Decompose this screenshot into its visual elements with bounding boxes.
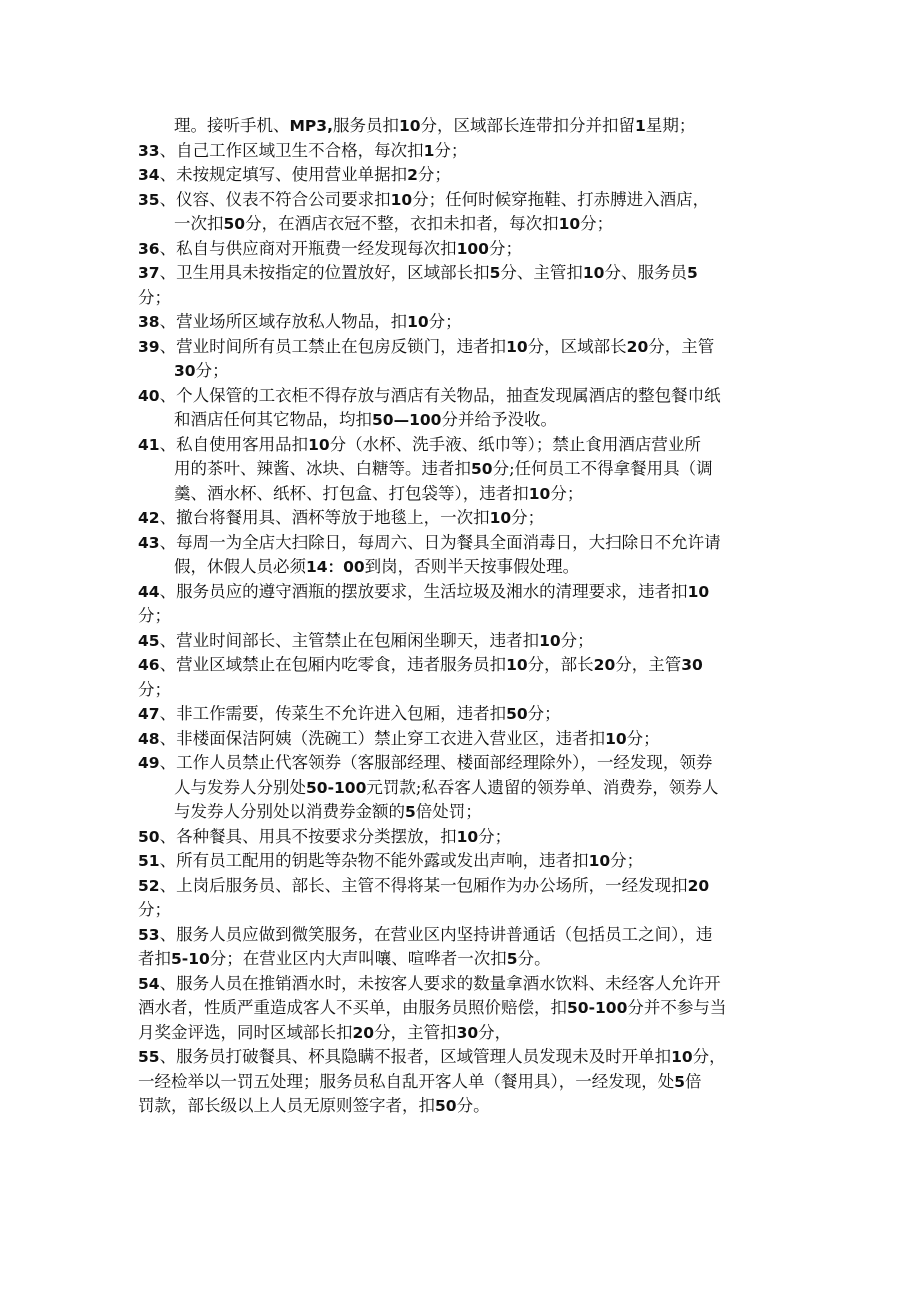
bold-number: 10: [398, 117, 421, 135]
text-run: 、仪容、仪表不符合公司要求扣: [159, 189, 391, 209]
text-run: 分；: [138, 900, 171, 919]
bold-number: 10: [558, 215, 581, 233]
bold-number: MP3,: [289, 117, 333, 135]
bold-number: 43: [138, 533, 160, 552]
bold-number: 35: [138, 190, 160, 209]
text-run: 分。: [517, 949, 551, 968]
text-run: 分；: [527, 704, 561, 723]
text-line: [138, 139, 788, 164]
text-line: [138, 1045, 788, 1070]
text-line: [138, 947, 788, 972]
text-run: 分；: [195, 361, 229, 380]
text-run: 、各种餐具、用具不按要求分类摆放，扣: [159, 826, 457, 846]
bold-number: 10: [390, 190, 413, 209]
text-run: 分并给予没收。: [441, 410, 557, 429]
text-line: [138, 482, 788, 507]
text-run: 分，区域部长: [527, 336, 627, 356]
bold-number: 2: [407, 166, 418, 184]
bold-number: 49: [138, 754, 160, 772]
text-run: 分，: [478, 1022, 512, 1042]
text-run: 分，主管: [648, 336, 715, 356]
text-line: [138, 874, 788, 899]
text-line: [138, 286, 788, 311]
text-line: [138, 849, 788, 874]
text-line: [138, 1021, 788, 1046]
text-run: 羹、酒水杯、纸杯、打包盒、打包袋等），违者扣: [174, 483, 529, 503]
bold-number: 10: [528, 484, 551, 503]
bold-number: 50: [435, 1097, 457, 1115]
text-line: [138, 408, 788, 433]
text-run: 月奖金评选，同时区域部长扣: [138, 1022, 353, 1042]
text-line: [138, 433, 788, 458]
bold-number: 10: [671, 1048, 693, 1066]
text-run: 、营业时间部长、主管禁止在包厢闲坐聊天，违者扣: [159, 630, 540, 650]
text-line: [138, 114, 788, 139]
text-run: 分、服务员: [604, 263, 687, 282]
text-run: 分；: [428, 312, 462, 331]
text-run: 、卫生用具未按指定的位置放好，区域部长扣: [159, 263, 490, 282]
bold-number: 46: [138, 656, 160, 674]
text-run: 分；: [511, 508, 545, 527]
text-run: 分；: [626, 728, 660, 748]
text-run: 、上岗后服务员、部长、主管不得将某一包厢作为办公场所，一经发现扣: [159, 875, 688, 895]
text-run: 理。接听手机、: [174, 116, 290, 135]
text-line: [138, 555, 788, 580]
text-line: [138, 629, 788, 654]
text-run: 和酒店任何其它物品，均扣: [174, 410, 372, 429]
text-run: 分；任何时候穿拖鞋、打赤膊进入酒店，: [412, 189, 710, 209]
bold-number: 20: [352, 1023, 375, 1042]
text-run: 人与发券人分别处: [174, 777, 306, 797]
text-line: [138, 923, 788, 948]
text-line: [138, 678, 788, 703]
bold-number: 37: [138, 264, 160, 282]
bold-number: 38: [138, 313, 160, 331]
text-run: 、工作人员禁止代客领券（客服部经理、楼面部经理除外），一经发现，领券: [159, 753, 713, 772]
text-run: 、未按规定填写、使用营业单据扣: [159, 165, 408, 184]
bold-number: 5-10: [171, 950, 210, 968]
bold-number: 36: [138, 239, 160, 258]
text-run: 假，休假人员必须: [174, 557, 306, 576]
text-run: 服务员扣: [332, 116, 399, 135]
bold-number: 10: [456, 827, 479, 846]
bold-number: 10: [407, 313, 429, 331]
bold-number: 1: [423, 141, 435, 160]
text-run: 分，区域部长连带扣分并扣留: [420, 116, 636, 135]
text-line: [138, 1094, 788, 1119]
text-run: 分，主管扣: [374, 1022, 457, 1042]
bold-number: 10: [308, 435, 330, 454]
text-run: 、个人保管的工衣柜不得存放与酒店有关物品，抽查发现属酒店的整包餐巾纸: [159, 385, 721, 405]
text-run: 分；在营业区内大声叫嚷、喧哗者一次扣: [209, 949, 507, 968]
text-run: 分；: [580, 214, 614, 233]
text-line: [138, 972, 788, 997]
text-run: 、所有员工配用的钥匙等杂物不能外露或发出声响，违者扣: [159, 851, 589, 870]
text-run: 与发券人分别处以消费券金额的: [174, 802, 405, 821]
text-run: 分并不参与当: [627, 998, 727, 1017]
text-line: [138, 310, 788, 335]
text-run: 分，主管: [615, 655, 682, 674]
text-run: 酒水者，性质严重造成客人不买单，由服务员照价赔偿，扣: [138, 998, 567, 1017]
text-run: 、撤台将餐用具、酒杯等放于地毯上，一次扣: [159, 508, 490, 527]
text-run: 分，在酒店衣冠不整，衣扣未扣者，每次扣: [245, 214, 559, 233]
bold-number: 10: [539, 631, 561, 650]
text-run: 一经检举以一罚五处理；服务员私自乱开客人单（餐用具），一经发现，处: [138, 1071, 675, 1091]
text-run: 、服务人员在推销酒水时，未按客人要求的数量拿酒水饮料、未经客人允许开: [159, 973, 721, 993]
bold-number: 50: [138, 827, 160, 846]
text-run: 元罚款;私吞客人遗留的领券单、消费券，领券人: [366, 777, 719, 797]
bold-number: 47: [138, 705, 160, 723]
text-run: 、非工作需要，传菜生不允许进入包厢，违者扣: [159, 704, 507, 723]
bold-number: 10: [588, 852, 611, 870]
text-line: [138, 163, 788, 188]
bold-number: 10: [582, 264, 605, 282]
bold-number: 30: [456, 1023, 479, 1042]
text-line: [138, 800, 788, 825]
text-run: 分；: [417, 165, 451, 184]
bold-number: 5: [405, 803, 416, 821]
text-run: 分;任何员工不得拿餐用具（调: [492, 459, 713, 478]
text-line: [138, 996, 788, 1021]
text-run: 分，: [692, 1047, 726, 1066]
text-run: 分；: [478, 826, 512, 846]
bold-number: 5: [674, 1072, 686, 1091]
bold-number: 50: [506, 705, 528, 723]
text-run: 分；: [138, 287, 171, 307]
bold-number: 20: [626, 337, 649, 356]
text-line: [138, 335, 788, 360]
text-line: [138, 751, 788, 776]
bold-number: 52: [138, 876, 160, 895]
bold-number: 53: [138, 925, 160, 944]
bold-number: 45: [138, 631, 160, 650]
bold-number: 10: [605, 729, 627, 748]
bold-number: 50: [471, 460, 493, 478]
bold-number: 30: [174, 362, 196, 380]
bold-number: 5: [489, 264, 501, 282]
text-run: 、非楼面保洁阿姨（洗碗工）禁止穿工衣进入营业区，违者扣: [159, 728, 606, 748]
bold-number: 1: [635, 117, 646, 135]
bold-number: 42: [138, 509, 160, 527]
text-run: 、每周一为全店大扫除日，每周六、日为餐具全面消毒日，大扫除日不允许请: [159, 532, 721, 552]
text-line: [138, 776, 788, 801]
text-run: 、私自使用客用品扣: [159, 434, 309, 454]
bold-number: 10: [506, 656, 528, 674]
text-run: 分；: [138, 679, 171, 699]
text-line: [138, 702, 788, 727]
document-body: [138, 114, 788, 1119]
bold-number: 20: [687, 876, 710, 895]
text-line: [138, 1070, 788, 1095]
text-run: 、服务员打破餐具、杯具隐瞒不报者，区域管理人员发现未及时开单扣: [159, 1047, 672, 1066]
text-run: 分。: [456, 1096, 490, 1115]
text-line: [138, 359, 788, 384]
text-run: 、自己工作区域卫生不合格，每次扣: [159, 140, 424, 160]
text-run: 一次扣: [174, 214, 224, 233]
text-line: [138, 825, 788, 850]
text-line: [138, 457, 788, 482]
text-run: 到岗，否则半天按事假处理。: [364, 557, 580, 576]
text-line: [138, 384, 788, 409]
text-run: 分（水杯、洗手液、纸巾等）；禁止食用酒店营业所: [329, 434, 701, 454]
text-line: [138, 506, 788, 531]
text-run: 分；: [138, 606, 171, 625]
text-run: 、营业区域禁止在包厢内吃零食，违者服务员扣: [159, 655, 507, 674]
text-line: [138, 653, 788, 678]
text-run: 、服务员应的遵守酒瓶的摆放要求，生活垃圾及湘水的清理要求，违者扣: [159, 581, 688, 601]
text-line: [138, 727, 788, 752]
text-run: 、营业时间所有员工禁止在包房反锁门，违者扣: [159, 336, 507, 356]
bold-number: 10: [687, 582, 710, 601]
text-line: [138, 237, 788, 262]
text-run: 星期；: [645, 116, 696, 135]
text-run: 分，部长: [527, 655, 594, 674]
text-run: 分、主管扣: [500, 263, 583, 282]
text-line: [138, 261, 788, 286]
text-run: 倍: [685, 1071, 702, 1091]
bold-number: 41: [138, 435, 160, 454]
text-run: 分；: [610, 851, 644, 870]
bold-number: 50-100: [567, 999, 628, 1017]
bold-number: 39: [138, 337, 160, 356]
text-run: 分；: [560, 630, 594, 650]
bold-number: 40: [138, 386, 160, 405]
bold-number: 10: [489, 509, 512, 527]
bold-number: 50: [223, 215, 246, 233]
bold-number: 20: [593, 656, 616, 674]
text-run: 、服务人员应做到微笑服务，在营业区内坚持讲普通话（包括员工之间），违: [159, 924, 713, 944]
bold-number: 5: [686, 264, 698, 282]
text-run: 罚款，部长级以上人员无原则签字者，扣: [138, 1096, 435, 1115]
text-run: 分；: [550, 483, 584, 503]
text-run: 分；: [488, 238, 522, 258]
text-line: [138, 212, 788, 237]
text-line: [138, 604, 788, 629]
text-run: 、营业场所区域存放私人物品，扣: [159, 312, 408, 331]
text-run: 倍处罚；: [415, 802, 482, 821]
bold-number: 48: [138, 729, 160, 748]
text-line: [138, 580, 788, 605]
bold-number: 55: [138, 1048, 160, 1066]
text-run: 、私自与供应商对开瓶费一经发现每次扣: [159, 238, 457, 258]
text-run: 分；: [434, 140, 468, 160]
bold-number: 10: [506, 337, 528, 356]
bold-number: 44: [138, 582, 160, 601]
bold-number: 14：00: [306, 558, 365, 576]
bold-number: 34: [138, 166, 160, 184]
text-run: 用的茶叶、辣酱、冰块、白糖等。违者扣: [174, 459, 471, 478]
text-line: [138, 531, 788, 556]
bold-number: 33: [138, 141, 160, 160]
text-line: [138, 188, 788, 213]
text-line: [138, 898, 788, 923]
bold-number: 54: [138, 974, 160, 993]
bold-number: 51: [138, 852, 160, 870]
bold-number: 5: [506, 950, 518, 968]
bold-number: 100: [456, 239, 489, 258]
bold-number: 30: [681, 656, 703, 674]
text-run: 者扣: [138, 949, 171, 968]
bold-number: 50-100: [306, 778, 367, 797]
bold-number: 50—100: [372, 411, 442, 429]
